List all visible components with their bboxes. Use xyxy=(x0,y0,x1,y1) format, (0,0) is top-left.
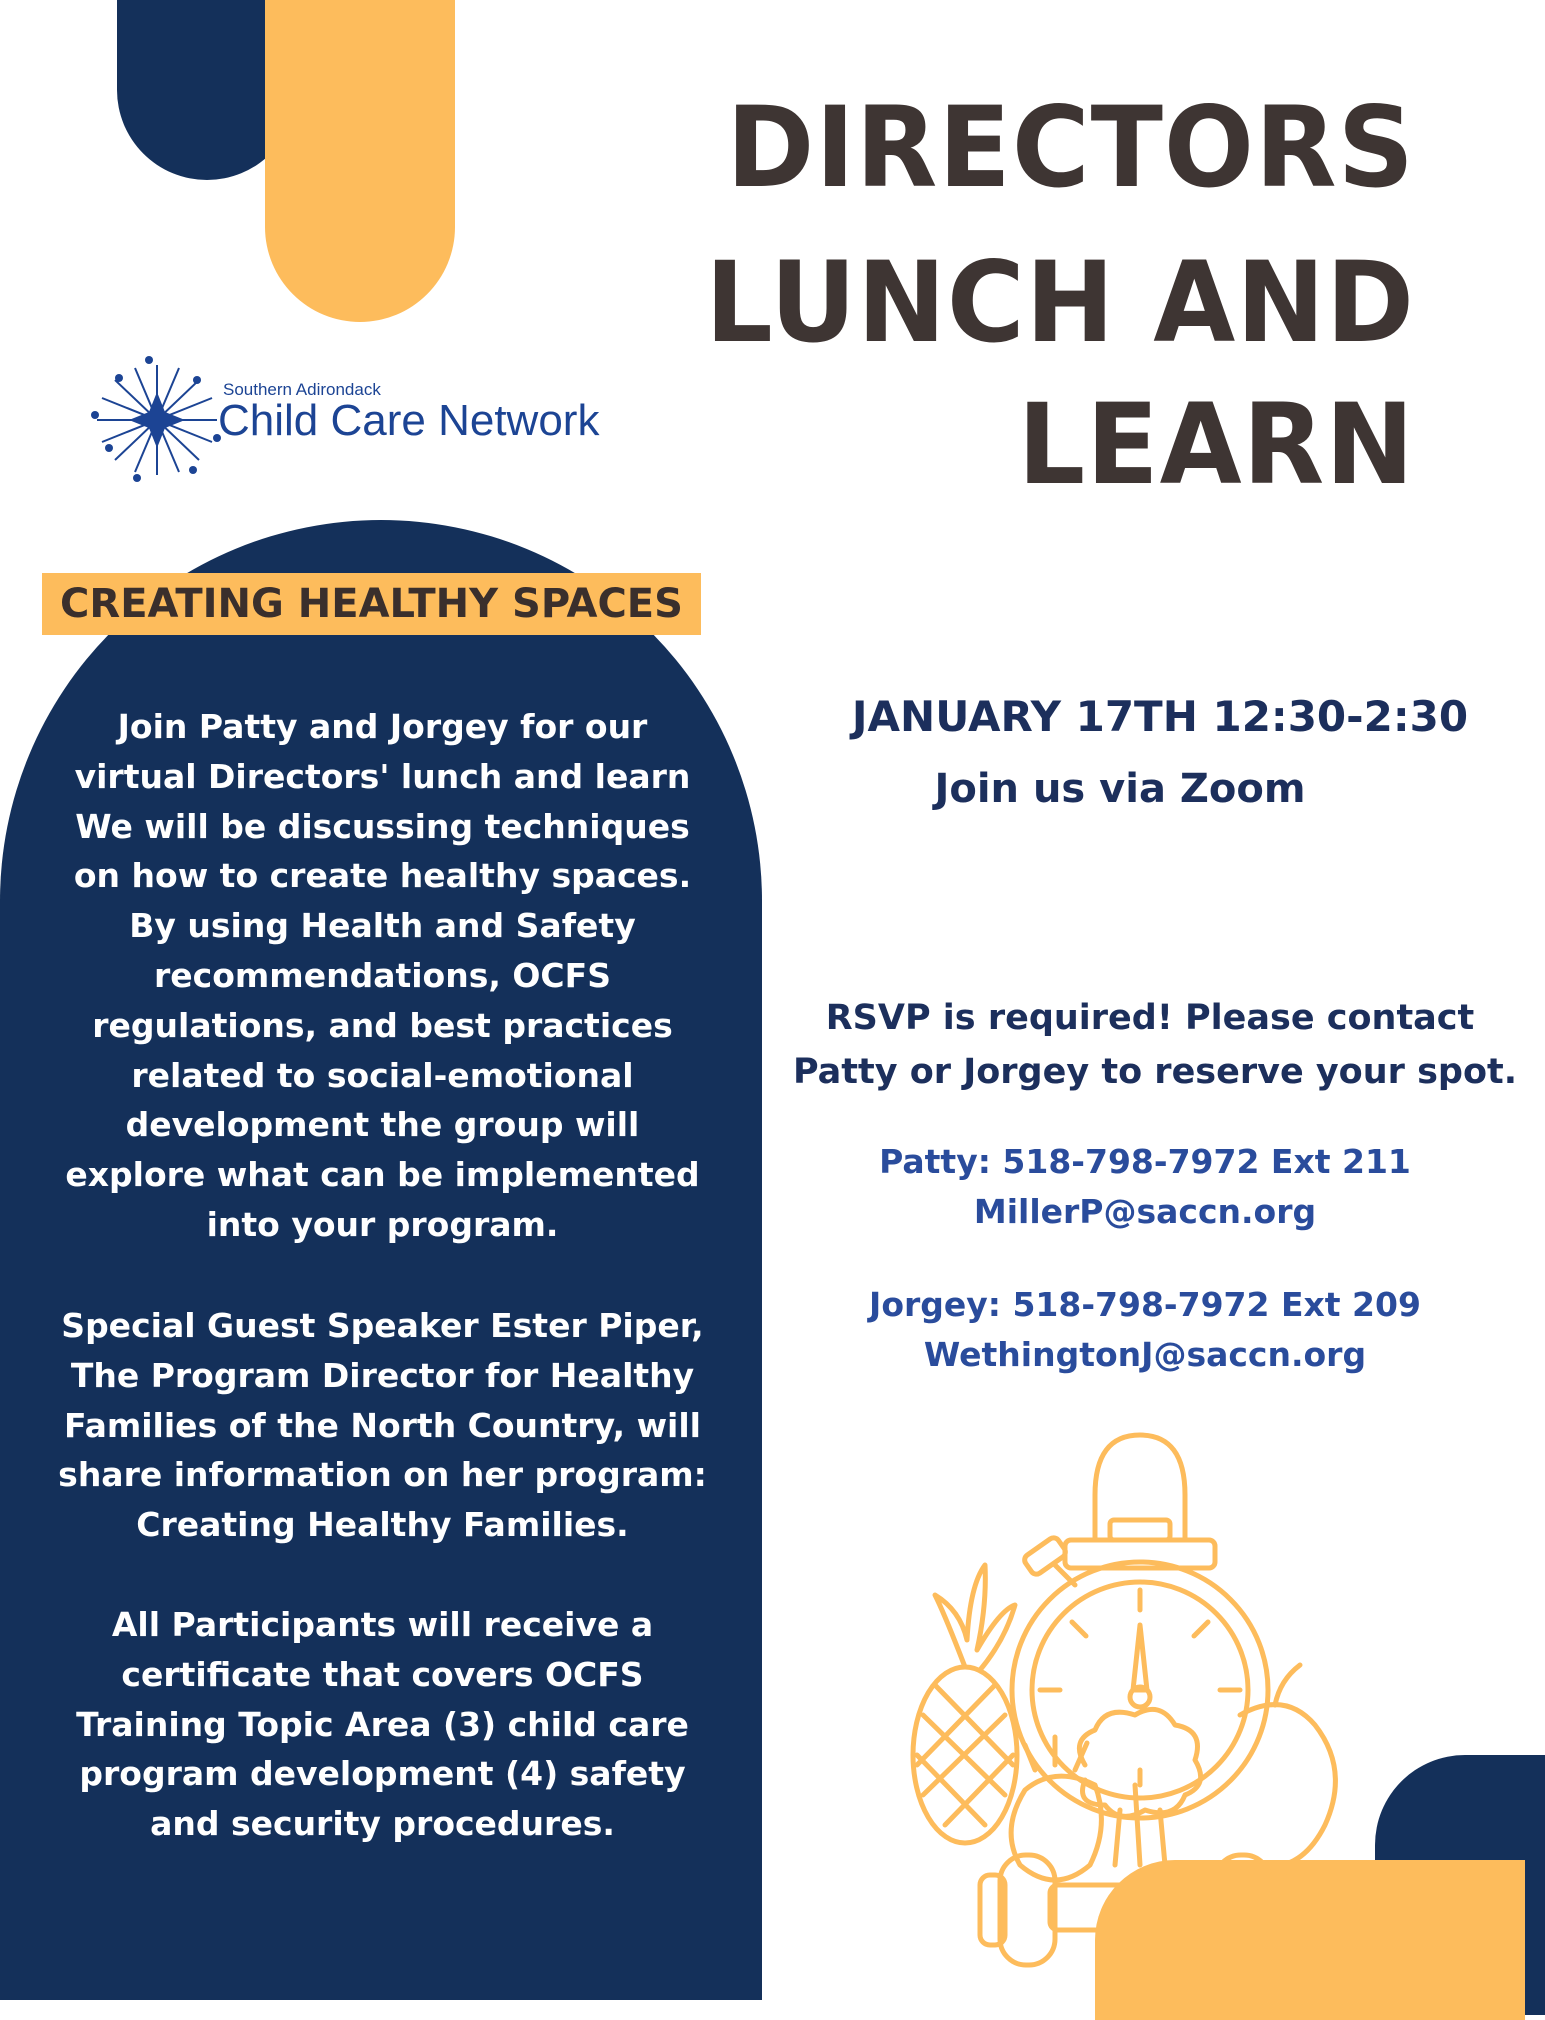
description-line: By using Health and Safety xyxy=(129,906,636,946)
event-date: JANUARY 17TH 12:30-2:30 xyxy=(851,692,1469,741)
description-line: regulations, and best practices xyxy=(92,1005,673,1045)
event-location: Join us via Zoom xyxy=(934,766,1306,812)
description-line: certificate that covers OCFS xyxy=(121,1654,644,1694)
page-title-line-2: LUNCH AND xyxy=(705,237,1415,368)
description-line: on how to create healthy spaces. xyxy=(73,856,692,896)
description-paragraph-3 xyxy=(40,1600,725,1849)
page-title-line-3: LEARN xyxy=(1017,379,1415,510)
contact-jorgey-phone: Jorgey: 518-798-7972 Ext 209 xyxy=(869,1285,1421,1324)
description-paragraph-2 xyxy=(40,1301,725,1550)
logo-org-subname: Southern Adirondack xyxy=(223,380,381,399)
description-line: All Participants will receive a xyxy=(111,1605,654,1644)
description-line: share information on her program: xyxy=(58,1455,707,1495)
description-line: Special Guest Speaker Ester Piper, xyxy=(61,1306,704,1345)
description-line: virtual Directors' lunch and learn xyxy=(74,756,691,796)
page-title-line-1: DIRECTORS xyxy=(726,82,1415,213)
stopwatch-with-fruit-icon xyxy=(905,1425,1345,2000)
description-line: Creating Healthy Families. xyxy=(136,1505,629,1545)
description-paragraph-1 xyxy=(40,702,725,1250)
contact-patty-phone: Patty: 518-798-7972 Ext 211 xyxy=(879,1142,1411,1181)
description-line: recommendations, OCFS xyxy=(154,955,611,995)
description-line: development the group will xyxy=(125,1105,640,1145)
contact-jorgey-email[interactable]: WethingtonJ@saccn.org xyxy=(923,1335,1367,1374)
subtitle-tag: CREATING HEALTHY SPACES xyxy=(42,573,701,635)
contact-patty-email[interactable]: MillerP@saccn.org xyxy=(973,1192,1317,1231)
description-line: Families of the North Country, will xyxy=(63,1405,701,1445)
description-line: Training Topic Area (3) child care xyxy=(76,1704,689,1744)
description-line: related to social-emotional xyxy=(131,1055,634,1095)
decor-yellow-shape xyxy=(265,0,455,322)
description-line: We will be discussing techniques xyxy=(75,806,690,846)
logo-org-name: Child Care Network xyxy=(218,396,600,445)
description-line: Join Patty and Jorgey for our xyxy=(117,707,648,746)
rsvp-line-1: RSVP is required! Please contact xyxy=(825,998,1475,1038)
description-line: explore what can be implemented xyxy=(65,1155,700,1195)
description-line: program development (4) safety xyxy=(79,1754,686,1794)
description-line: The Program Director for Healthy xyxy=(70,1355,695,1395)
description-line: and security procedures. xyxy=(150,1804,615,1844)
description-line: into your program. xyxy=(206,1204,559,1244)
rsvp-line-2: Patty or Jorgey to reserve your spot. xyxy=(792,1052,1518,1092)
